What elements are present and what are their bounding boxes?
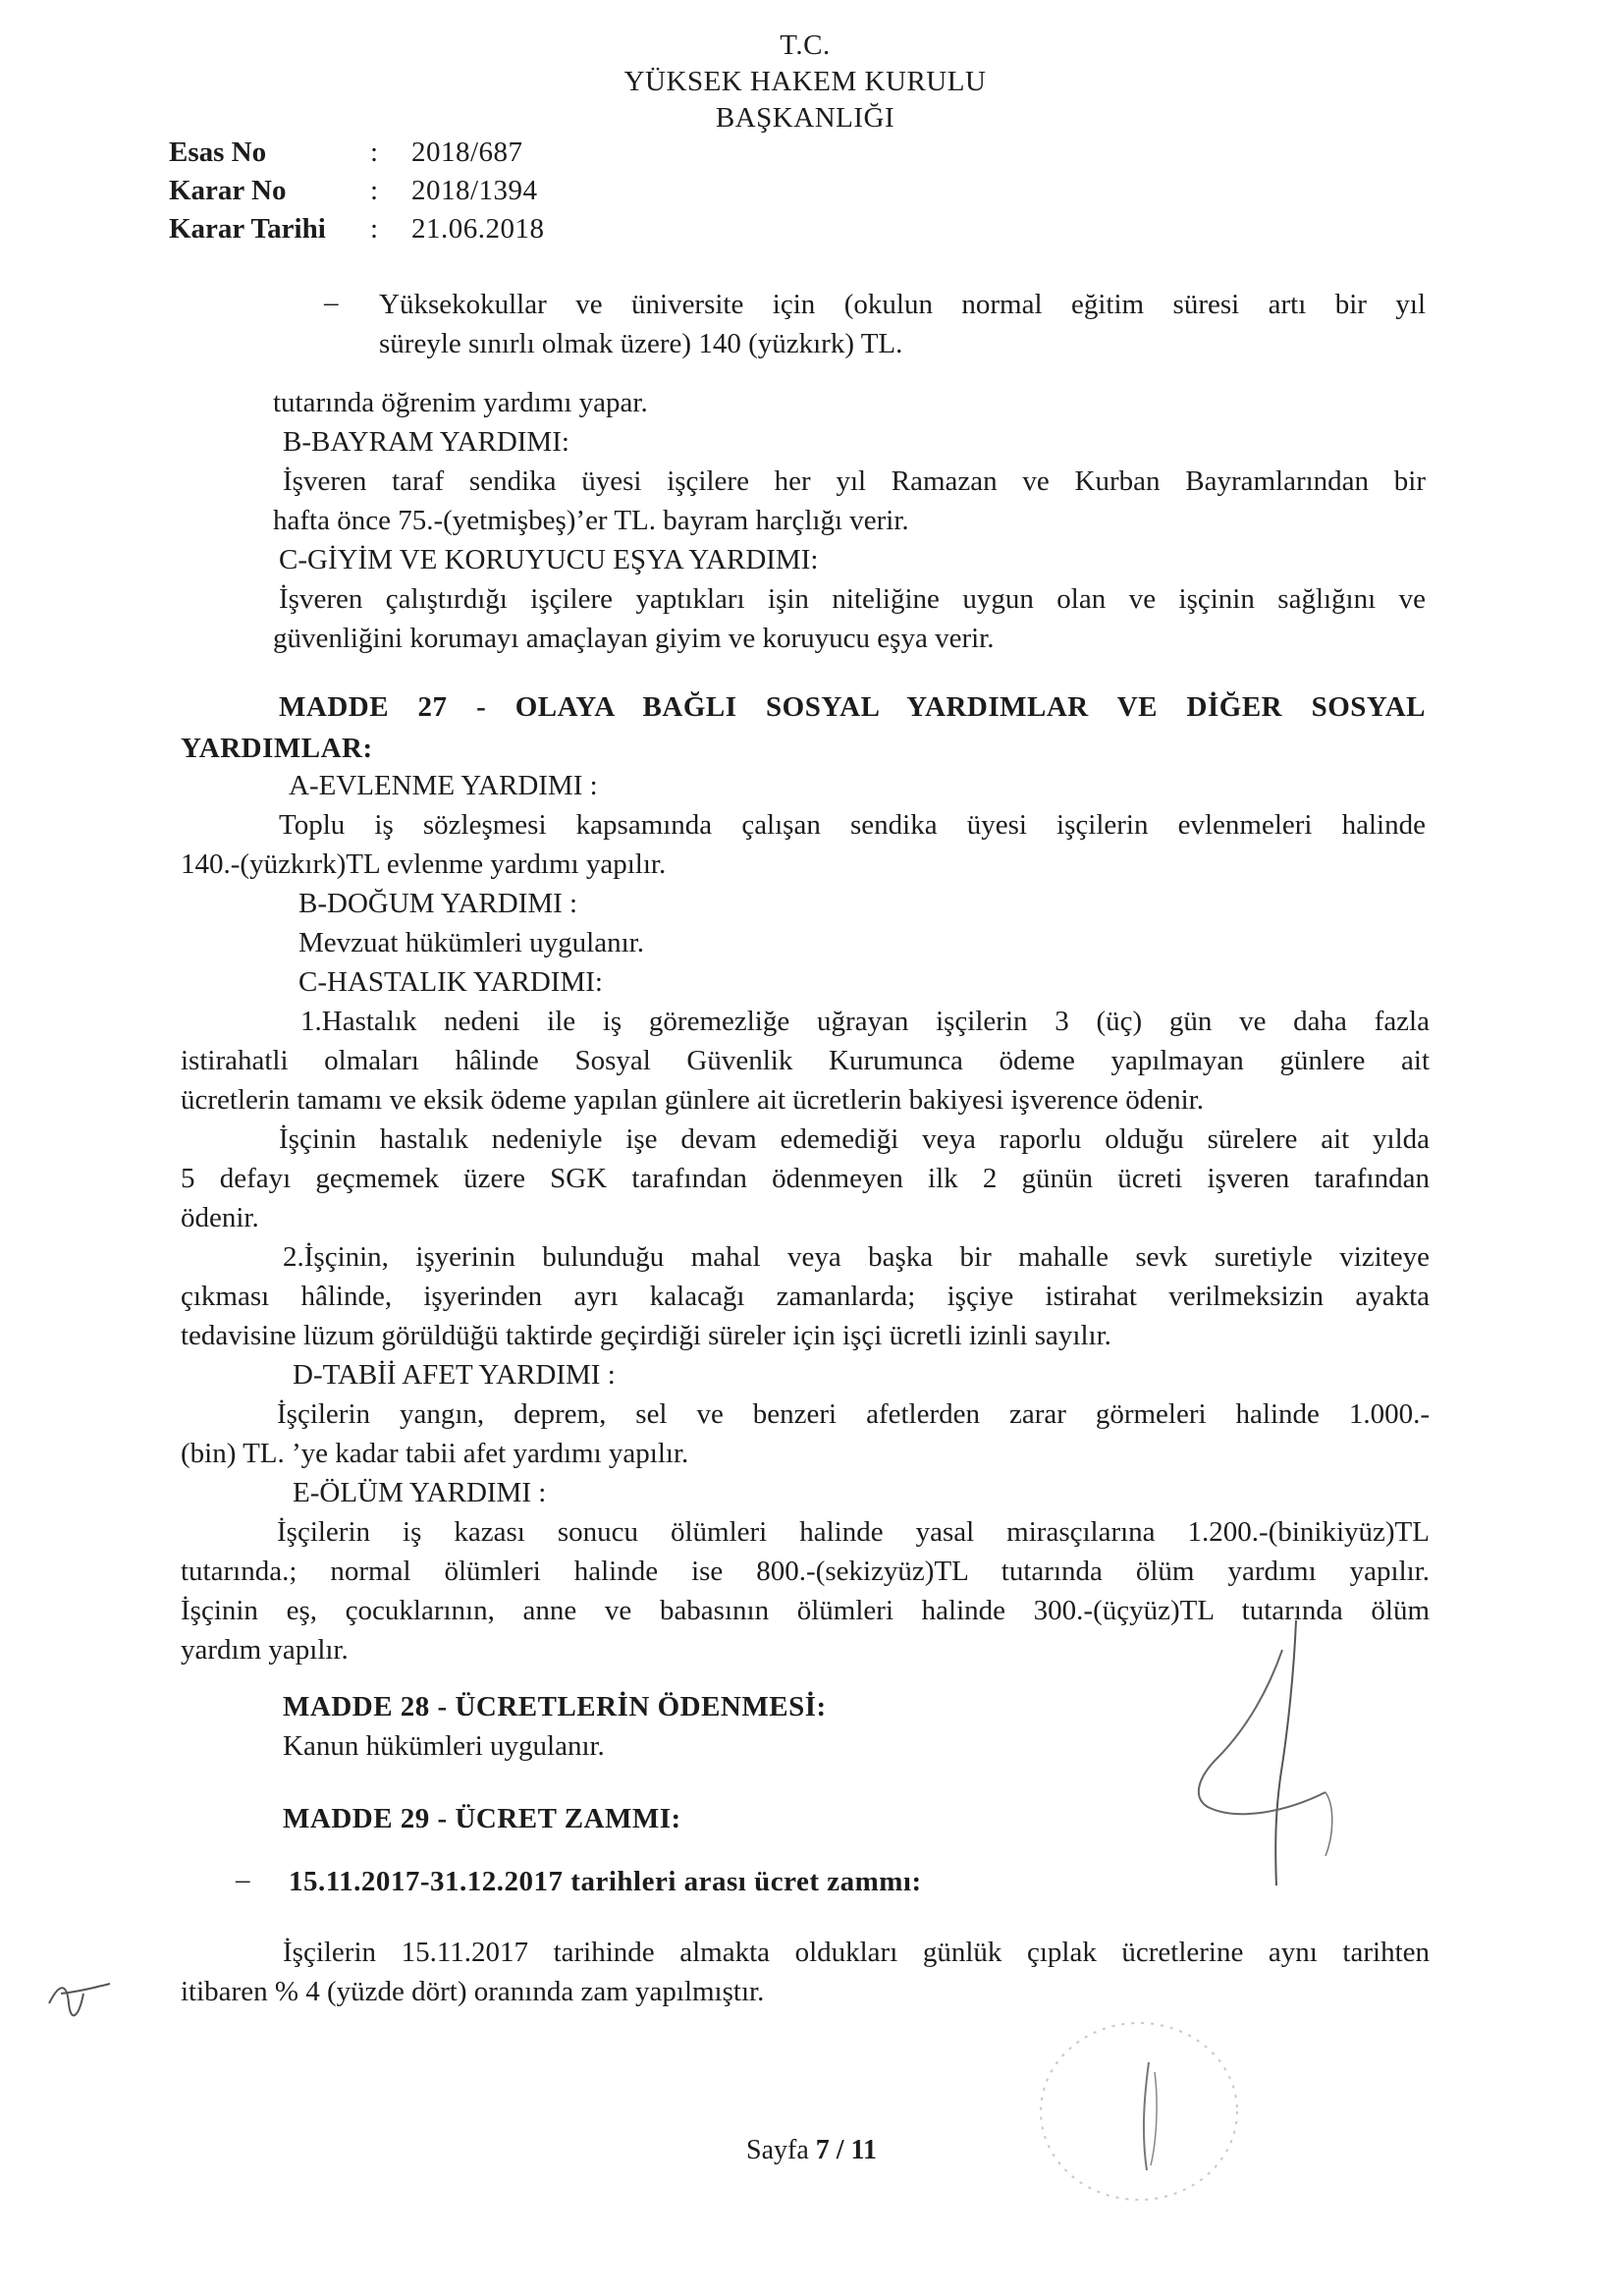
section-heading: B-BAYRAM YARDIMI:: [283, 426, 569, 458]
meta-separator: :: [370, 175, 379, 206]
meta-label: Esas No: [169, 137, 267, 168]
article-heading: MADDE 29 - ÜCRET ZAMMI:: [283, 1803, 681, 1834]
paragraph-line: 2.İşçinin, işyerinin bulunduğu mahal veya başka bir mahalle sevk suretiyle viziteye: [283, 1241, 1430, 1273]
section-heading: C-GİYİM VE KORUYUCU EŞYA YARDIMI:: [279, 544, 819, 575]
meta-row-karar-tarihi: [169, 210, 545, 248]
signature-mark: [1178, 1611, 1355, 1895]
meta-separator: :: [370, 137, 379, 168]
paragraph-line: tedavisine lüzum görüldüğü taktirde geçirdiği süreler için işçi ücretli izinli sayılır.: [181, 1320, 1111, 1351]
paragraph-line: İşveren çalıştırdığı işçilere yaptıkları işin niteliğine uygun olan ve işçinin sağlığını ve: [279, 583, 1426, 615]
initials-mark: [39, 1964, 118, 2033]
paragraph-line: çıkması hâlinde, işyerinden ayrı kalacağı zamanlarda; işçiye istirahat verilmeksizin ayakta: [181, 1281, 1430, 1312]
paragraph-line: güvenliğini korumayı amaçlayan giyim ve koruyucu eşya verir.: [273, 623, 995, 654]
meta-separator: :: [370, 213, 379, 245]
paragraph-line: İşçilerin yangın, deprem, sel ve benzeri afetlerden zarar görmeleri halinde 1.000.-: [277, 1398, 1430, 1430]
paragraph-line: hafta önce 75.-(yetmişbeş)’er TL. bayram harçlığı verir.: [273, 505, 909, 536]
header-line-presidency: BAŞKANLIĞI: [715, 102, 895, 134]
paragraph-line: 1.Hastalık nedeni ile iş göremezliğe uğrayan işçilerin 3 (üç) gün ve daha fazla: [300, 1006, 1430, 1037]
meta-row-karar: [169, 172, 545, 210]
meta-value: 2018/1394: [411, 175, 538, 206]
bullet-line: süreyle sınırlı olmak üzere) 140 (yüzkırk) TL.: [379, 328, 903, 359]
paragraph-line: İşçilerin iş kazası sonucu ölümleri halinde yasal mirasçılarına 1.200.-(binikiyüz)TL: [277, 1516, 1430, 1548]
bullet-dash: –: [324, 287, 339, 318]
paragraph-line: 5 defayı geçmemek üzere SGK tarafından ödenmeyen ilk 2 günün ücreti işveren tarafından: [181, 1163, 1430, 1194]
paragraph-line: yardım yapılır.: [181, 1634, 349, 1666]
paragraph-line: tutarında.; normal ölümleri halinde ise 800.-(sekizyüz)TL tutarında ölüm yardımı yapılır.: [181, 1556, 1430, 1587]
article-heading: MADDE 28 - ÜCRETLERİN ÖDENMESİ:: [283, 1691, 827, 1722]
paragraph-line: (bin) TL. ’ye kadar tabii afet yardımı yapılır.: [181, 1438, 689, 1469]
page-footer: [0, 2135, 1623, 2166]
paragraph-line: Mevzuat hükümleri uygulanır.: [298, 927, 644, 958]
header-line-institution: YÜKSEK HAKEM KURULU: [623, 66, 987, 97]
paragraph-line: Toplu iş sözleşmesi kapsamında çalışan sendika üyesi işçilerin evlenmeleri halinde: [279, 809, 1426, 841]
meta-label: Karar Tarihi: [169, 213, 326, 245]
paragraph-line: itibaren % 4 (yüzde dört) oranında zam yapılmıştır.: [181, 1976, 765, 2007]
header-line-tc: T.C.: [780, 29, 831, 61]
meta-label: Karar No: [169, 175, 287, 206]
page-number: 7 / 11: [815, 2135, 877, 2165]
meta-row-esas: [169, 134, 545, 172]
article-heading: YARDIMLAR:: [181, 733, 373, 764]
article-heading: MADDE 27 - OLAYA BAĞLI SOSYAL YARDIMLAR VE DİĞER SOSYAL: [279, 691, 1426, 723]
paragraph-line: istirahatli olmaları hâlinde Sosyal Güvenlik Kurumunca ödeme yapılmayan günlere ait: [181, 1045, 1430, 1076]
page-label: Sayfa: [746, 2135, 809, 2165]
paragraph-line: ödenir.: [181, 1202, 259, 1233]
document-header: [511, 27, 1100, 137]
section-heading: E-ÖLÜM YARDIMI :: [293, 1477, 547, 1508]
bullet-dash: –: [236, 1864, 250, 1895]
bullet-line: Yüksekokullar ve üniversite için (okulun normal eğitim süresi artı bir yıl: [379, 289, 1426, 320]
meta-value: 2018/687: [411, 137, 523, 168]
case-meta: [169, 134, 545, 248]
paragraph-line: ücretlerin tamamı ve eksik ödeme yapılan günlere ait ücretlerin bakiyesi işverence ödenir.: [181, 1084, 1204, 1116]
paragraph-line: 140.-(yüzkırk)TL evlenme yardımı yapılır.: [181, 848, 667, 880]
meta-value: 21.06.2018: [411, 213, 545, 245]
section-heading: C-HASTALIK YARDIMI:: [298, 966, 603, 998]
paragraph-line: İşçinin eş, çocuklarının, anne ve babasının ölümleri halinde 300.-(üçyüz)TL tutarında ölüm: [181, 1595, 1430, 1626]
bullet-heading: 15.11.2017-31.12.2017 tarihleri arası ücret zammı:: [289, 1866, 922, 1897]
paragraph-line: İşveren taraf sendika üyesi işçilere her yıl Ramazan ve Kurban Bayramlarından bir: [283, 465, 1426, 497]
section-heading: D-TABİİ AFET YARDIMI :: [293, 1359, 616, 1391]
section-heading: B-DOĞUM YARDIMI :: [298, 888, 578, 919]
section-heading: A-EVLENME YARDIMI :: [289, 770, 598, 801]
paragraph-line: İşçilerin 15.11.2017 tarihinde almakta oldukları günlük çıplak ücretlerine aynı tarihten: [283, 1937, 1430, 1968]
paragraph-line: Kanun hükümleri uygulanır.: [283, 1730, 605, 1762]
paragraph-line: İşçinin hastalık nedeniyle işe devam edemediği veya raporlu olduğu sürelere ait yılda: [279, 1123, 1430, 1155]
paragraph-line: tutarında öğrenim yardımı yapar.: [273, 387, 648, 418]
faint-stamp: [1021, 2003, 1257, 2219]
